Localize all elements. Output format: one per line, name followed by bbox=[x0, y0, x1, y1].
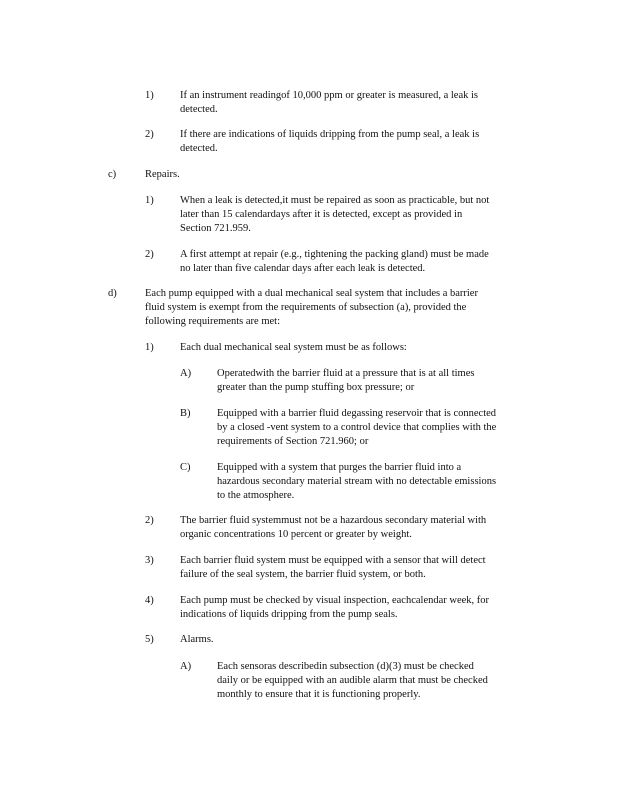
item-label: 1) bbox=[145, 342, 154, 353]
text-line: no later than five calendar days after each leak is detected. bbox=[180, 263, 426, 274]
text-line: If an instrument readingof 10,000 ppm or greater is measured, a leak is bbox=[180, 90, 478, 101]
text-line: monthly to ensure that it is functioning properly. bbox=[217, 689, 421, 700]
paragraph bbox=[217, 660, 522, 702]
item-label: 4) bbox=[145, 595, 154, 606]
item-label: c) bbox=[108, 169, 117, 180]
item-label: 3) bbox=[145, 555, 154, 566]
item-label: 1) bbox=[145, 195, 154, 206]
text-line: Section 721.959. bbox=[180, 223, 251, 234]
text-line: indications of liquids dripping from the pump seals. bbox=[180, 609, 398, 620]
text-line: fluid system is exempt from the requirements of subsection (a), provided the bbox=[145, 302, 467, 313]
text-line: Each pump must be checked by visual inspection, eachcalendar week, for bbox=[180, 595, 490, 606]
paragraph bbox=[180, 633, 214, 647]
item-label: 1) bbox=[145, 90, 154, 101]
text-line: Repairs. bbox=[145, 169, 180, 180]
text-line: following requirements are met: bbox=[145, 316, 280, 327]
text-line: greater than the pump stuffing box pressure; or bbox=[217, 382, 415, 393]
item-label: 2) bbox=[145, 515, 154, 526]
paragraph bbox=[180, 248, 535, 276]
paragraph bbox=[180, 341, 407, 355]
text-line: Equipped with a barrier fluid degassing reservoir that is connected bbox=[217, 408, 497, 419]
paragraph bbox=[145, 168, 180, 182]
text-line: Alarms. bbox=[180, 634, 214, 645]
paragraph bbox=[180, 594, 536, 622]
text-line: to the atmosphere. bbox=[217, 490, 295, 501]
text-line: Operatedwith the barrier fluid at a pressure that is at all times bbox=[217, 368, 475, 379]
text-line: Each barrier fluid system must be equipped with a sensor that will detect bbox=[180, 555, 486, 566]
text-line: When a leak is detected,it must be repaired as soon as practicable, but not bbox=[180, 195, 490, 206]
text-line: Each pump equipped with a dual mechanical seal system that includes a barrier bbox=[145, 288, 478, 299]
text-line: Each sensoras describedin subsection (d)(3) must be checked bbox=[217, 661, 474, 672]
paragraph bbox=[180, 128, 525, 156]
item-label: 2) bbox=[145, 249, 154, 260]
text-line: daily or be equipped with an audible alarm that must be checked bbox=[217, 675, 488, 686]
item-label: 2) bbox=[145, 129, 154, 140]
item-label: A) bbox=[180, 661, 192, 672]
paragraph bbox=[180, 194, 535, 236]
paragraph bbox=[217, 367, 512, 395]
item-label: B) bbox=[180, 408, 191, 419]
text-line: hazardous secondary material stream with no detectable emissions bbox=[217, 476, 497, 487]
text-line: detected. bbox=[180, 143, 218, 154]
text-line: failure of the seal system, the barrier fluid system, or both. bbox=[180, 569, 426, 580]
text-line: A first attempt at repair (e.g., tightening the packing gland) must be made bbox=[180, 249, 489, 260]
paragraph bbox=[180, 514, 532, 542]
item-label: A) bbox=[180, 368, 192, 379]
paragraph bbox=[180, 89, 525, 117]
text-line: later than 15 calendardays after it is detected, except as provided in bbox=[180, 209, 463, 220]
text-line: The barrier fluid systemmust not be a hazardous secondary material with bbox=[180, 515, 487, 526]
item-label: d) bbox=[108, 288, 117, 299]
text-line: organic concentrations 10 percent or greater by weight. bbox=[180, 529, 412, 540]
text-line: requirements of Section 721.960; or bbox=[217, 436, 369, 447]
text-line: detected. bbox=[180, 104, 218, 115]
item-label: C) bbox=[180, 462, 191, 473]
text-line: If there are indications of liquids dripping from the pump seal, a leak is bbox=[180, 129, 480, 140]
text-line: by a closed -vent system to a control device that complies with the bbox=[217, 422, 497, 433]
paragraph bbox=[217, 407, 535, 449]
paragraph bbox=[180, 554, 530, 582]
text-line: Each dual mechanical seal system must be as follows: bbox=[180, 342, 407, 353]
paragraph bbox=[145, 287, 525, 329]
item-label: 5) bbox=[145, 634, 154, 645]
text-line: Equipped with a system that purges the barrier fluid into a bbox=[217, 462, 462, 473]
paragraph bbox=[217, 461, 532, 503]
